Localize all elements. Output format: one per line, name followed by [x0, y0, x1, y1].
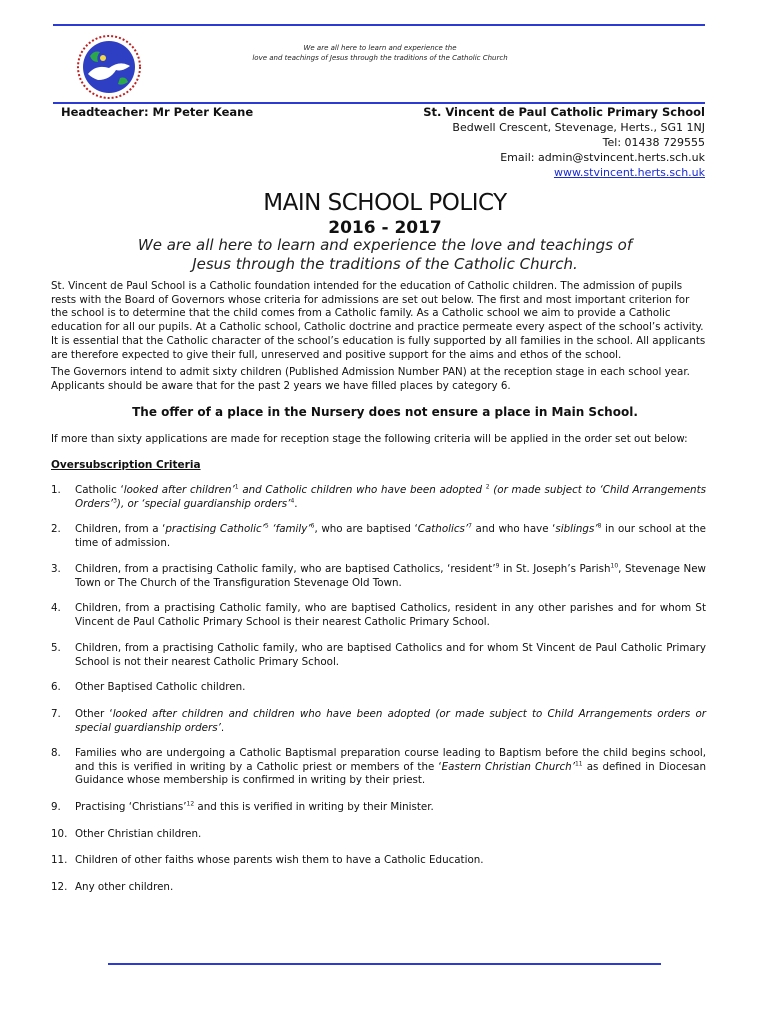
criterion-number: 1. [51, 484, 61, 496]
footer-rule [108, 963, 661, 965]
criterion-item [51, 563, 706, 590]
criterion-item [51, 801, 706, 815]
header-motto-line2: love and teachings of Jesus through the traditions of the Catholic Church [252, 54, 508, 62]
criterion-text: Children of other faiths whose parents wish them to have a Catholic Education. [75, 854, 484, 866]
school-motto-line2: Jesus through the traditions of the Catholic Church. [192, 255, 578, 273]
criterion-text: Practising ‘Christians’$^{12}$ and this is verified in writing by their Minister. [75, 800, 434, 813]
criterion-number: 3. [51, 563, 61, 575]
school-motto [130, 236, 640, 274]
school-logo-icon [76, 34, 142, 100]
criterion-item [51, 708, 706, 735]
headteacher-name: Headteacher: Mr Peter Keane [61, 105, 254, 119]
oversubscription-intro: If more than sixty applications are made for reception stage the following criteria will be applied in the order set out below: [51, 433, 688, 445]
criterion-text: Other Baptised Catholic children. [75, 681, 246, 693]
criterion-number: 11. [51, 854, 68, 866]
criterion-number: 6. [51, 681, 61, 693]
school-telephone: Tel: 01438 729555 [602, 136, 705, 149]
pan-paragraph: The Governors intend to admit sixty children (Published Admission Number PAN) at the reception stage in each school year. Applicants should be aware that for the past 2 years we have filled places by category 6. [51, 366, 690, 392]
criterion-number: 12. [51, 881, 68, 893]
criterion-item [51, 523, 706, 550]
oversubscription-heading: Oversubscription Criteria [51, 459, 201, 471]
nursery-notice: The offer of a place in the Nursery does not ensure a place in Main School. [132, 405, 638, 419]
criterion-number: 8. [51, 747, 61, 759]
header-top-rule [53, 24, 705, 26]
document-year: 2016 - 2017 [328, 218, 442, 238]
criterion-number: 9. [51, 801, 61, 813]
criterion-item [51, 854, 706, 868]
school-motto-line1: We are all here to learn and experience the love and teachings of [137, 236, 633, 254]
school-email: Email: admin@stvincent.herts.sch.uk [500, 151, 705, 164]
criterion-number: 5. [51, 642, 61, 654]
criterion-text: Catholic ‘looked after children’$^1$ and Catholic children who have been adopted $^2$ (or made subject to ‘Child Arrangements Orders’$^3$), or ‘special guardianship orders’$^4$. [75, 483, 706, 510]
criterion-text: Other Christian children. [75, 828, 202, 840]
criterion-number: 2. [51, 523, 61, 535]
criterion-item [51, 828, 706, 842]
criterion-item [51, 484, 706, 511]
criterion-item [51, 681, 706, 695]
intro-paragraph: St. Vincent de Paul School is a Catholic foundation intended for the education of Catholic children. The admission of pupils rests with the Board of Governors whose criteria for admissions are set out below. The first and most important criterion for the school is to determine that the child comes from a Catholic family. As a Catholic school we aim to provide a Catholic education for all our pupils. At a Catholic school, Catholic doctrine and practice permeate every aspect of the school’s activity. It is essential that the Catholic character of the school’s education is fully supported by all families in the school. All applicants are therefore expected to give their full, unreserved and positive support for the aims and ethos of the school. [51, 280, 706, 361]
criterion-item [51, 881, 706, 895]
criterion-text: Any other children. [75, 881, 174, 893]
criterion-item [51, 642, 706, 669]
school-name: St. Vincent de Paul Catholic Primary School [423, 105, 705, 119]
criterion-text: Children, from a practising Catholic family, who are baptised Catholics, ‘resident’$^9$ in St. Joseph’s Parish$^{10}$, Stevenage New Town or The Church of the Transfiguration Stevenage Old Town. [75, 562, 706, 589]
school-address-block [423, 105, 705, 180]
criterion-item [51, 747, 706, 788]
header-motto-line1: We are all here to learn and experience the [303, 44, 457, 52]
school-website-link[interactable]: www.stvincent.herts.sch.uk [553, 166, 705, 179]
criterion-text: Children, from a ‘practising Catholic’$^5$ ‘family’$^6$, who are baptised ‘Catholics’$^7$ and who have ‘siblings’$^8$ in our school at the time of admission. [75, 522, 707, 549]
header-motto [200, 43, 560, 63]
criterion-text: Families who are undergoing a Catholic Baptismal preparation course leading to Baptism before the child begins school, and this is verified in writing by a Catholic priest or members of the ‘Eastern Christian Church’$^{11}$ as defined in Diocesan Guidance whose membership is confirmed in writing by their priest. [75, 747, 707, 787]
criterion-item [51, 602, 706, 629]
criterion-number: 7. [51, 708, 61, 720]
criterion-text: Children, from a practising Catholic family, who are baptised Catholics, resident in any other parishes and for whom St Vincent de Paul Catholic Primary School is their nearest Catholic Primary School. [75, 602, 706, 628]
header-bottom-rule [53, 102, 705, 104]
school-street-address: Bedwell Crescent, Stevenage, Herts., SG1 1NJ [452, 121, 705, 134]
criterion-number: 10. [51, 828, 68, 840]
criterion-text: Children, from a practising Catholic family, who are baptised Catholics and for whom St Vincent de Paul Catholic Primary School is not their nearest Catholic Primary School. [75, 642, 706, 668]
document-title: MAIN SCHOOL POLICY [263, 190, 507, 216]
criterion-number: 4. [51, 602, 61, 614]
criterion-text: Other ‘looked after children and children who have been adopted (or made subject to Child Arrangements orders or special guardianship orders’. [75, 708, 706, 734]
